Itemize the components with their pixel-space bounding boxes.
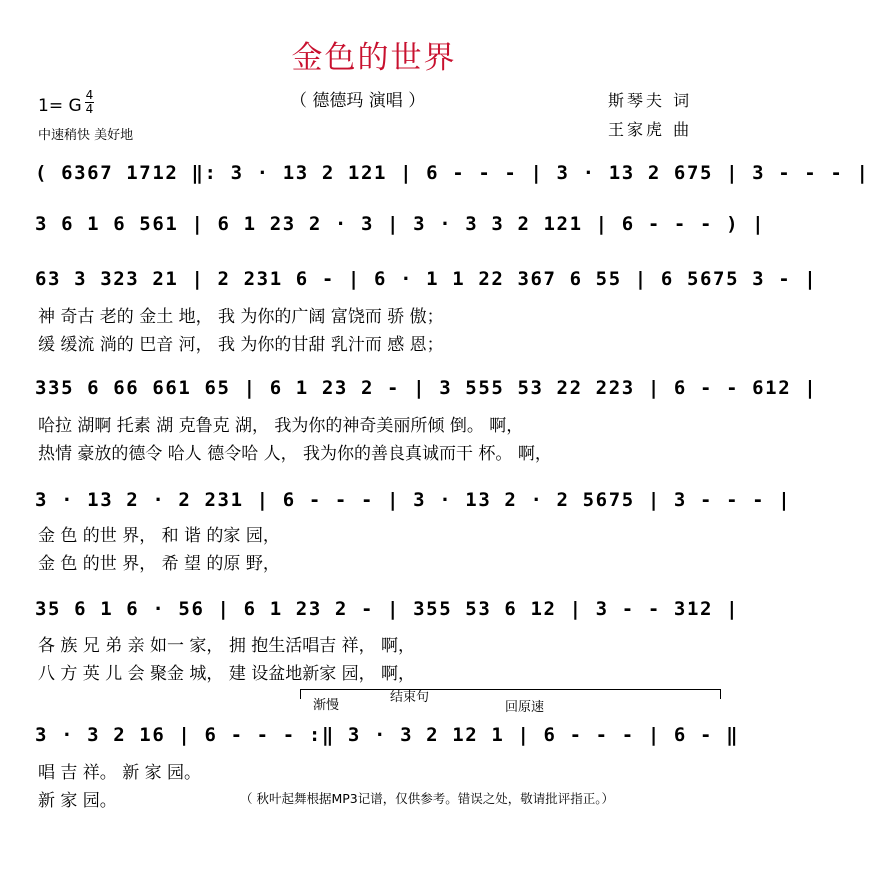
staff-line-3: 63 3 323 21 | 2 231 6 - | 6 · 1 1 22 367 6 55 | 6 5675 3 - | xyxy=(35,268,818,290)
singer-credit: （ 德德玛 演唱 ） xyxy=(290,91,426,111)
lyric-line-3b: 缓 缓流 淌的 巴音 河， 我 为你的甘甜 乳汁而 感 恩； xyxy=(38,335,444,355)
staff-line-6: 35 6 1 6 · 56 | 6 1 23 2 - | 355 53 6 12 | 3 - - 312 | xyxy=(35,598,740,620)
tempo-back-mark: 回原速 xyxy=(505,700,545,715)
composer-credit: 王家虎 曲 xyxy=(608,120,693,139)
transcriber-note: （ 秋叶起舞根据MP3记谱，仅供参考。错误之处，敬请批评指正。） xyxy=(240,791,615,806)
lyricist-credit: 斯琴夫 词 xyxy=(608,91,693,110)
ending-label: 结束句 xyxy=(390,690,430,705)
ending-bracket xyxy=(300,689,720,690)
lyric-line-6a: 各 族 兄 弟 亲 如一 家， 拥 抱生活唱吉 祥， 啊， xyxy=(38,636,416,656)
lyric-line-4b: 热情 豪放的德令 哈人 德令哈 人， 我为你的善良真诚而干 杯。 啊， xyxy=(38,444,552,464)
staff-line-1: ( 6367 1712 ‖: 3 · 13 2 121 | 6 - - - | 3 · 13 2 675 | 3 - - - | xyxy=(35,162,870,184)
slowdown-mark: 渐慢 xyxy=(313,698,340,713)
page-title: 金色的世界 xyxy=(291,40,457,76)
staff-line-5: 3 · 13 2 · 2 231 | 6 - - - | 3 · 13 2 · 2 5675 | 3 - - - | xyxy=(35,489,792,511)
staff-line-2: 3 6 1 6 561 | 6 1 23 2 · 3 | 3 · 3 3 2 121 | 6 - - - ) | xyxy=(35,213,766,235)
lyric-line-6b: 八 方 英 儿 会 聚金 城， 建 设盆地新家 园， 啊， xyxy=(38,664,416,684)
lyric-line-7b: 新 家 园。 xyxy=(38,791,117,811)
lyric-line-3a: 神 奇古 老的 金土 地， 我 为你的广阔 富饶而 骄 傲； xyxy=(38,307,444,327)
staff-line-7: 3 · 3 2 16 | 6 - - - :‖ 3 · 3 2 12 1 | 6 - - - | 6 - ‖ xyxy=(35,724,740,746)
lyric-line-5b: 金 色 的世 界， 希 望 的原 野， xyxy=(38,554,280,574)
lyric-line-7a: 唱 吉 祥。 新 家 园。 xyxy=(38,763,202,783)
staff-line-4: 335 6 66 661 65 | 6 1 23 2 - | 3 555 53 22 223 | 6 - - 612 | xyxy=(35,377,818,399)
key-signature: 1= G xyxy=(38,96,82,116)
tempo-marking: 中速稍快 美好地 xyxy=(38,128,134,143)
lyric-line-5a: 金 色 的世 界， 和 谐 的家 园， xyxy=(38,526,280,546)
lyric-line-4a: 哈拉 湖啊 托素 湖 克鲁克 湖， 我为你的神奇美丽所倾 倒。 啊， xyxy=(38,416,524,436)
time-signature: 4 4 xyxy=(85,88,94,116)
